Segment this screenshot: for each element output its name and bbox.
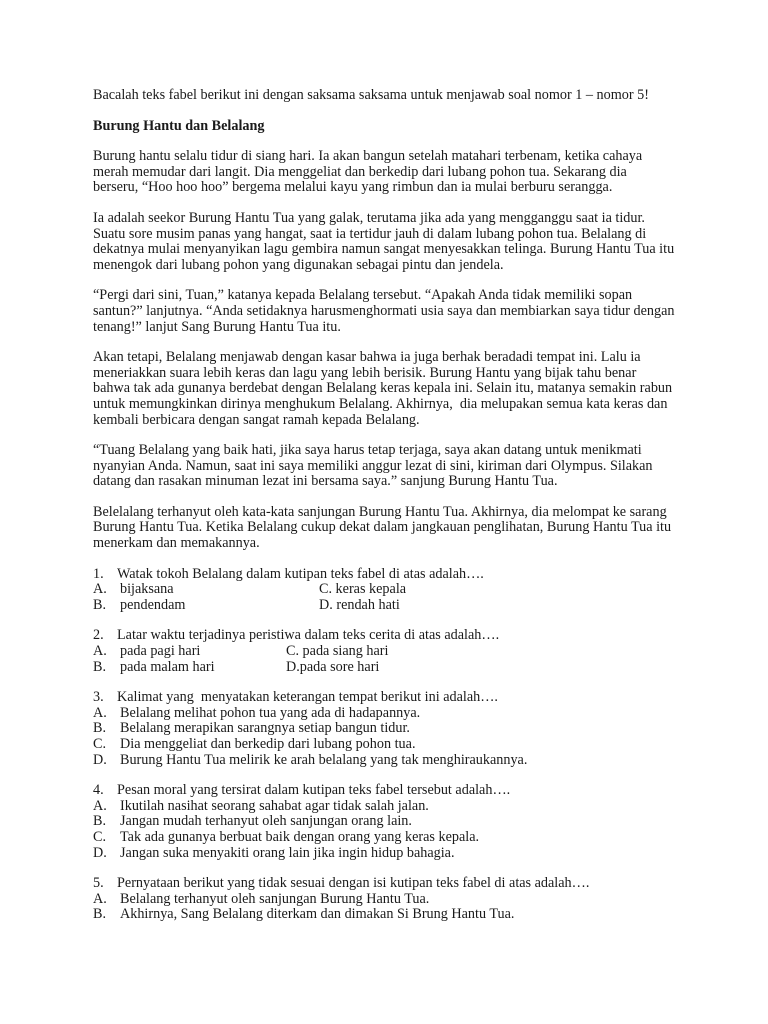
- option-row: [93, 582, 693, 598]
- question-text: [93, 628, 693, 644]
- question-prompt: Latar waktu terjadinya peristiwa dalam teks cerita di atas adalah….: [117, 627, 500, 644]
- answer-option: [93, 907, 693, 923]
- option-text: Burung Hantu Tua melirik ke arah belalang yang tak menghiraukannya.: [120, 751, 528, 768]
- paragraph-line: untuk memungkinkan dirinya menghukum Belalang. Akhirnya, dia melupakan semua kata keras dan: [93, 395, 668, 412]
- paragraph-line: Ia adalah seekor Burung Hantu Tua yang galak, terutama jika ada yang mengganggu saat ia tidur.: [93, 209, 645, 226]
- option-text: Ikutilah nasihat seorang sahabat agar tidak salah jalan.: [120, 797, 429, 814]
- option-row: [93, 660, 693, 676]
- paragraph-line: kembali berbicara dengan sangat ramah kepada Belalang.: [93, 411, 420, 428]
- instruction: Bacalah teks fabel berikut ini dengan saksama saksama untuk menjawab soal nomor 1 – nomor 5!: [93, 87, 649, 103]
- paragraph-line: bahwa tak ada gunanya berdebat dengan Belalang keras kepala ini. Selain itu, matanya semakin rabun: [93, 380, 673, 397]
- option-text: pada pagi hari: [120, 643, 201, 660]
- paragraph-line: menerkam dan memakannya.: [93, 535, 260, 552]
- question-1: [93, 567, 693, 614]
- answer-option: [93, 706, 693, 722]
- question-number: 5.: [93, 875, 104, 892]
- answer-option: [93, 737, 693, 753]
- paragraph-line: nyanyian Anda. Namun, saat ini saya memiliki anggur lezat di sini, kiriman dari Olympus. Silakan: [93, 457, 653, 474]
- option-text: pada malam hari: [120, 658, 215, 675]
- option-text: Jangan suka menyakiti orang lain jika ingin hidup bahagia.: [120, 844, 455, 861]
- paragraph-line: berseru, “Hoo hoo hoo” bergema melalui kayu yang rimbun dan ia mulai berburu serangga.: [93, 179, 613, 196]
- fable-paragraph: [93, 288, 693, 335]
- option-row: [93, 644, 693, 660]
- option-text: Akhirnya, Sang Belalang diterkam dan dimakan Si Brung Hantu Tua.: [120, 906, 515, 923]
- option-text: Belalang merapikan sarangnya setiap bangun tidur.: [120, 720, 410, 737]
- paragraph-line: Belelalang terhanyut oleh kata-kata sanjungan Burung Hantu Tua. Akhirnya, dia melompat ke sarang: [93, 503, 667, 520]
- option-text: Belalang terhanyut oleh sanjungan Burung Hantu Tua.: [120, 890, 430, 907]
- question-prompt: Watak tokoh Belalang dalam kutipan teks fabel di atas adalah….: [117, 565, 484, 582]
- question-number: 2.: [93, 627, 104, 644]
- document-content: [93, 88, 693, 938]
- paragraph-line: meneriakkan suara lebih keras dan lagu yang lebih berisik. Burung Hantu yang bijak tahu benar: [93, 364, 637, 381]
- option-row: [93, 598, 693, 614]
- paragraph-line: Suatu sore musim panas yang hangat, saat ia tertidur jauh di dalam lubang pohon tua. Belalang di: [93, 225, 647, 242]
- fable-text: [93, 149, 693, 551]
- option-letter: D.: [93, 751, 107, 768]
- question-list: [93, 567, 693, 923]
- question-4: [93, 783, 693, 861]
- fable-paragraph: [93, 149, 693, 196]
- paragraph-line: menengok dari lubang pohon yang digunakan sebagai pintu dan jendela.: [93, 256, 504, 273]
- option-text: Dia menggeliat dan berkedip dari lubang pohon tua.: [120, 736, 416, 752]
- answer-option: [93, 830, 693, 846]
- question-text: [93, 876, 693, 892]
- paragraph-line: datang dan rasakan minuman lezat ini bersama saya.” sanjung Burung Hantu Tua.: [93, 473, 558, 490]
- option-text: bijaksana: [120, 581, 174, 598]
- question-number: 3.: [93, 689, 104, 706]
- question-text: [93, 567, 693, 583]
- answer-option: [93, 846, 693, 862]
- paragraph-line: Akan tetapi, Belalang menjawab dengan kasar bahwa ia juga berhak beradadi tempat ini. Lalu ia: [93, 349, 641, 366]
- fable-paragraph: [93, 443, 693, 490]
- option-text: pendendam: [120, 596, 186, 613]
- option-text: Tak ada gunanya berbuat baik dengan orang yang keras kepala.: [120, 828, 480, 845]
- question-text: [93, 690, 693, 706]
- paragraph-line: “Tuang Belalang yang baik hati, jika saya harus tetap terjaga, saya akan datang untuk menikmati: [93, 442, 642, 459]
- paragraph-line: santun?” lanjutnya. “Anda setidaknya harusmenghormati usia saya dan membiarkan saya tidur dengan: [93, 302, 675, 319]
- question-number: 4.: [93, 782, 104, 799]
- question-prompt: Pesan moral yang tersirat dalam kutipan teks fabel tersebut adalah….: [117, 782, 511, 799]
- question-prompt: Pernyataan berikut yang tidak sesuai dengan isi kutipan teks fabel di atas adalah….: [117, 875, 590, 892]
- question-3: [93, 690, 693, 768]
- option-letter: A.: [93, 797, 107, 814]
- answer-option: [93, 814, 693, 830]
- option-letter: A.: [93, 643, 107, 660]
- question-prompt: Kalimat yang menyatakan keterangan tempat berikut ini adalah….: [117, 689, 498, 706]
- option-text: C. pada siang hari: [286, 643, 389, 660]
- question-text: [93, 783, 693, 799]
- answer-option: [93, 721, 693, 737]
- option-text: Belalang melihat pohon tua yang ada di hadapannya.: [120, 704, 421, 721]
- paragraph-line: “Pergi dari sini, Tuan,” katanya kepada Belalang tersebut. “Apakah Anda tidak memiliki sopan: [93, 287, 633, 304]
- option-text: D. rendah hati: [319, 596, 400, 613]
- option-text: C. keras kepala: [319, 581, 407, 598]
- paragraph-line: Burung hantu selalu tidur di siang hari. Ia akan bangun setelah matahari terbenam, ketika cahaya: [93, 148, 643, 165]
- option-letter: B.: [93, 596, 107, 613]
- question-5: [93, 876, 693, 923]
- paragraph-line: dekatnya mulai menyanyikan lagu gembira namun sangat menyesakkan telinga. Burung Hantu Tua itu: [93, 241, 675, 258]
- option-letter: D.: [93, 844, 107, 861]
- option-letter: B.: [93, 906, 107, 923]
- option-letter: A.: [93, 890, 107, 907]
- option-letter: A.: [93, 581, 107, 598]
- question-2: [93, 628, 693, 675]
- option-text: Jangan mudah terhanyut oleh sanjungan orang lain.: [120, 813, 412, 830]
- answer-option: [93, 892, 693, 908]
- answer-option: [93, 799, 693, 815]
- fable-paragraph: [93, 505, 693, 552]
- option-letter: C.: [93, 828, 107, 845]
- paragraph-line: merah memudar dari langit. Dia menggeliat dan berkedip dari lubang pohon tua. Sekarang dia: [93, 163, 627, 180]
- option-letter: B.: [93, 658, 107, 675]
- question-number: 1.: [93, 565, 104, 582]
- option-letter: B.: [93, 813, 107, 830]
- paragraph-line: Burung Hantu Tua. Ketika Belalang cukup dekat dalam jangkauan penglihatan, Burung Hantu Tua itu: [93, 519, 672, 536]
- option-text: D.pada sore hari: [286, 658, 380, 675]
- paragraph-line: tenang!” lanjut Sang Burung Hantu Tua itu.: [93, 318, 341, 335]
- fable-paragraph: [93, 350, 693, 428]
- fable-title: Burung Hantu dan Belalang: [93, 117, 265, 134]
- answer-option: [93, 753, 693, 769]
- option-letter: C.: [93, 736, 107, 752]
- option-letter: A.: [93, 704, 107, 721]
- fable-paragraph: [93, 211, 693, 273]
- option-letter: B.: [93, 720, 107, 737]
